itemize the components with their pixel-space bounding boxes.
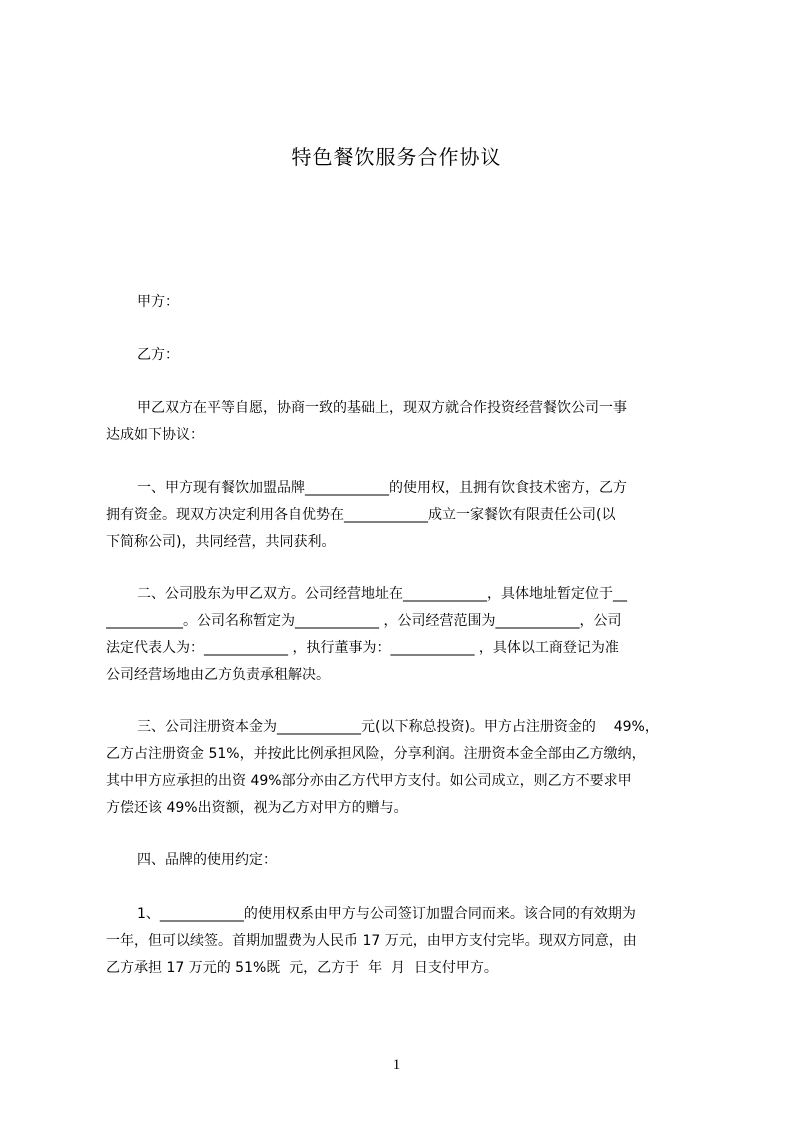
clause-3-line: 三、公司注册资本金为____________元(以下称总投资)。甲方占注册资金的 49%， (137, 719, 659, 735)
page-number: 1 (392, 1057, 401, 1073)
clause-2-line: 公司经营场地由乙方负责承租解决。 (106, 667, 330, 683)
party-a-label: 甲方： (137, 294, 179, 310)
party-b-label: 乙方： (137, 347, 179, 363)
intro-line: 甲乙双方在平等自愿，协商一致的基础上，现双方就合作投资经营餐饮公司一事 (137, 400, 627, 416)
clause-4-item-1-line: 乙方承担 17 万元的 51%既 元，乙方于 年 月 日支付甲方。 (106, 960, 498, 976)
clause-1-line: 一、甲方现有餐饮加盟品牌____________的使用权，且拥有饮食技术密方，乙方 (137, 480, 627, 496)
clause-4-item-1-line: 一年，但可以续签。首期加盟费为人民币 17 万元，由甲方支付完毕。现双方同意，由 (106, 933, 637, 949)
intro-line: 达成如下协议： (106, 427, 204, 443)
document-title: 特色餐饮服务合作协议 (291, 145, 502, 169)
clause-2-line: ___________。公司名称暂定为____________ ，公司经营范围为____________，公司 (106, 613, 622, 629)
clause-2-line: 二、公司股东为甲乙双方。公司经营地址在____________，具体地址暂定位于__ (137, 586, 627, 602)
clause-1-line: 下简称公司)，共同经营，共同获利。 (106, 534, 336, 550)
clause-3-line: 方偿还该 49%出资额，视为乙方对甲方的赠与。 (106, 800, 408, 816)
clause-2-line: 法定代表人为：____________ ，执行董事为：____________ ，具体以工商登记为准 (106, 640, 619, 656)
clause-4-item-1-line: 1、____________的使用权系由甲方与公司签订加盟合同而来。该合同的有效期为 (137, 906, 636, 922)
clause-4-heading: 四、品牌的使用约定： (137, 852, 277, 868)
clause-1-line: 拥有资金。现双方决定利用各自优势在____________成立一家餐饮有限责任公司(以 (106, 507, 616, 523)
clause-3-line: 乙方占注册资金 51%，并按此比例承担风险，分享利润。注册资本金全部由乙方缴纳， (106, 746, 646, 762)
clause-3-line: 其中甲方应承担的出资 49%部分亦由乙方代甲方支付。如公司成立，则乙方不要求甲 (106, 773, 632, 789)
